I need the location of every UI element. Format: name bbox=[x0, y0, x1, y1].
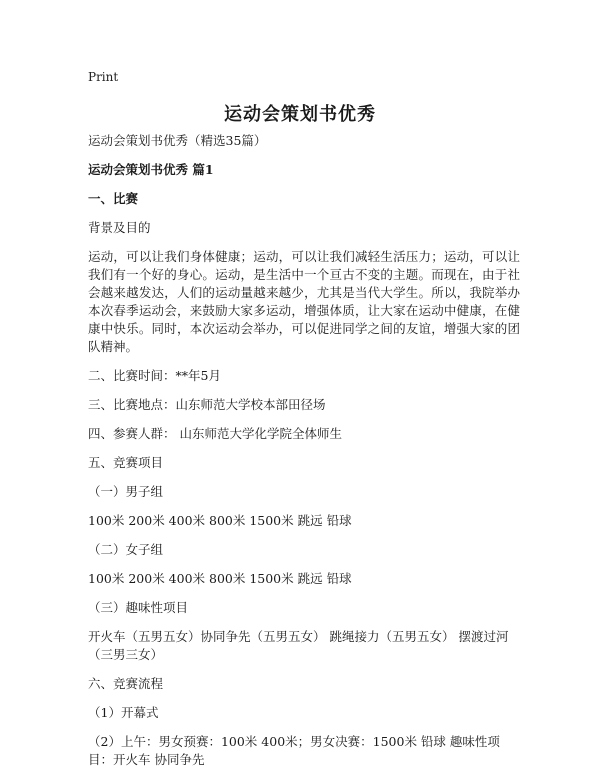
women-group-heading: （二）女子组 bbox=[88, 542, 164, 557]
background-heading: 背景及目的 bbox=[88, 220, 151, 235]
fun-group-heading: （三）趣味性项目 bbox=[88, 600, 189, 615]
women-events: 100米 200米 400米 800米 1500米 跳远 铅球 bbox=[88, 571, 352, 586]
men-group-heading: （一）男子组 bbox=[88, 484, 164, 499]
flow-item-1: （1）开幕式 bbox=[88, 705, 159, 720]
intro-paragraph: 运动，可以让我们身体健康；运动，可以让我们减轻生活压力；运动，可以让我们有一个好的身心。运动，是生活中一个亘古不变的主题。而现在，由于社会越来越发达，人们的运动量越来越少，尤其是当代大学生。所以，我院举办本次春季运动会，来鼓励大家多运动，增强体质，让大家在运动中健康，在健康中快乐。同时，本次运动会举办，可以促进同学之间的友谊，增强大家的团队精神。 bbox=[88, 249, 520, 354]
competition-place: 三、比赛地点：山东师范大学校本部田径场 bbox=[88, 397, 326, 412]
events-heading: 五、竞赛项目 bbox=[88, 455, 164, 470]
fun-events: 开火车（五男五女）协同争先（五男五女） 跳绳接力（五男五女） 摆渡过河（三男三女） bbox=[88, 629, 509, 662]
competition-time: 二、比赛时间：**年5月 bbox=[88, 368, 221, 383]
heading-competition: 一、比赛 bbox=[88, 191, 139, 206]
subtitle: 运动会策划书优秀（精选35篇） bbox=[88, 133, 267, 148]
men-events: 100米 200米 400米 800米 1500米 跳远 铅球 bbox=[88, 513, 352, 528]
document-body bbox=[88, 132, 520, 780]
participants: 四、参赛人群： 山东师范大学化学院全体师生 bbox=[88, 426, 342, 441]
section-title: 运动会策划书优秀 篇1 bbox=[88, 162, 214, 177]
flow-heading: 六、竞赛流程 bbox=[88, 676, 164, 691]
print-label[interactable]: Print bbox=[88, 70, 119, 84]
flow-item-2: （2）上午：男女预赛：100米 400米；男女决赛：1500米 铅球 趣味性项目：开火车 协同争先 bbox=[88, 734, 500, 767]
page-title: 运动会策划书优秀 bbox=[224, 104, 376, 125]
